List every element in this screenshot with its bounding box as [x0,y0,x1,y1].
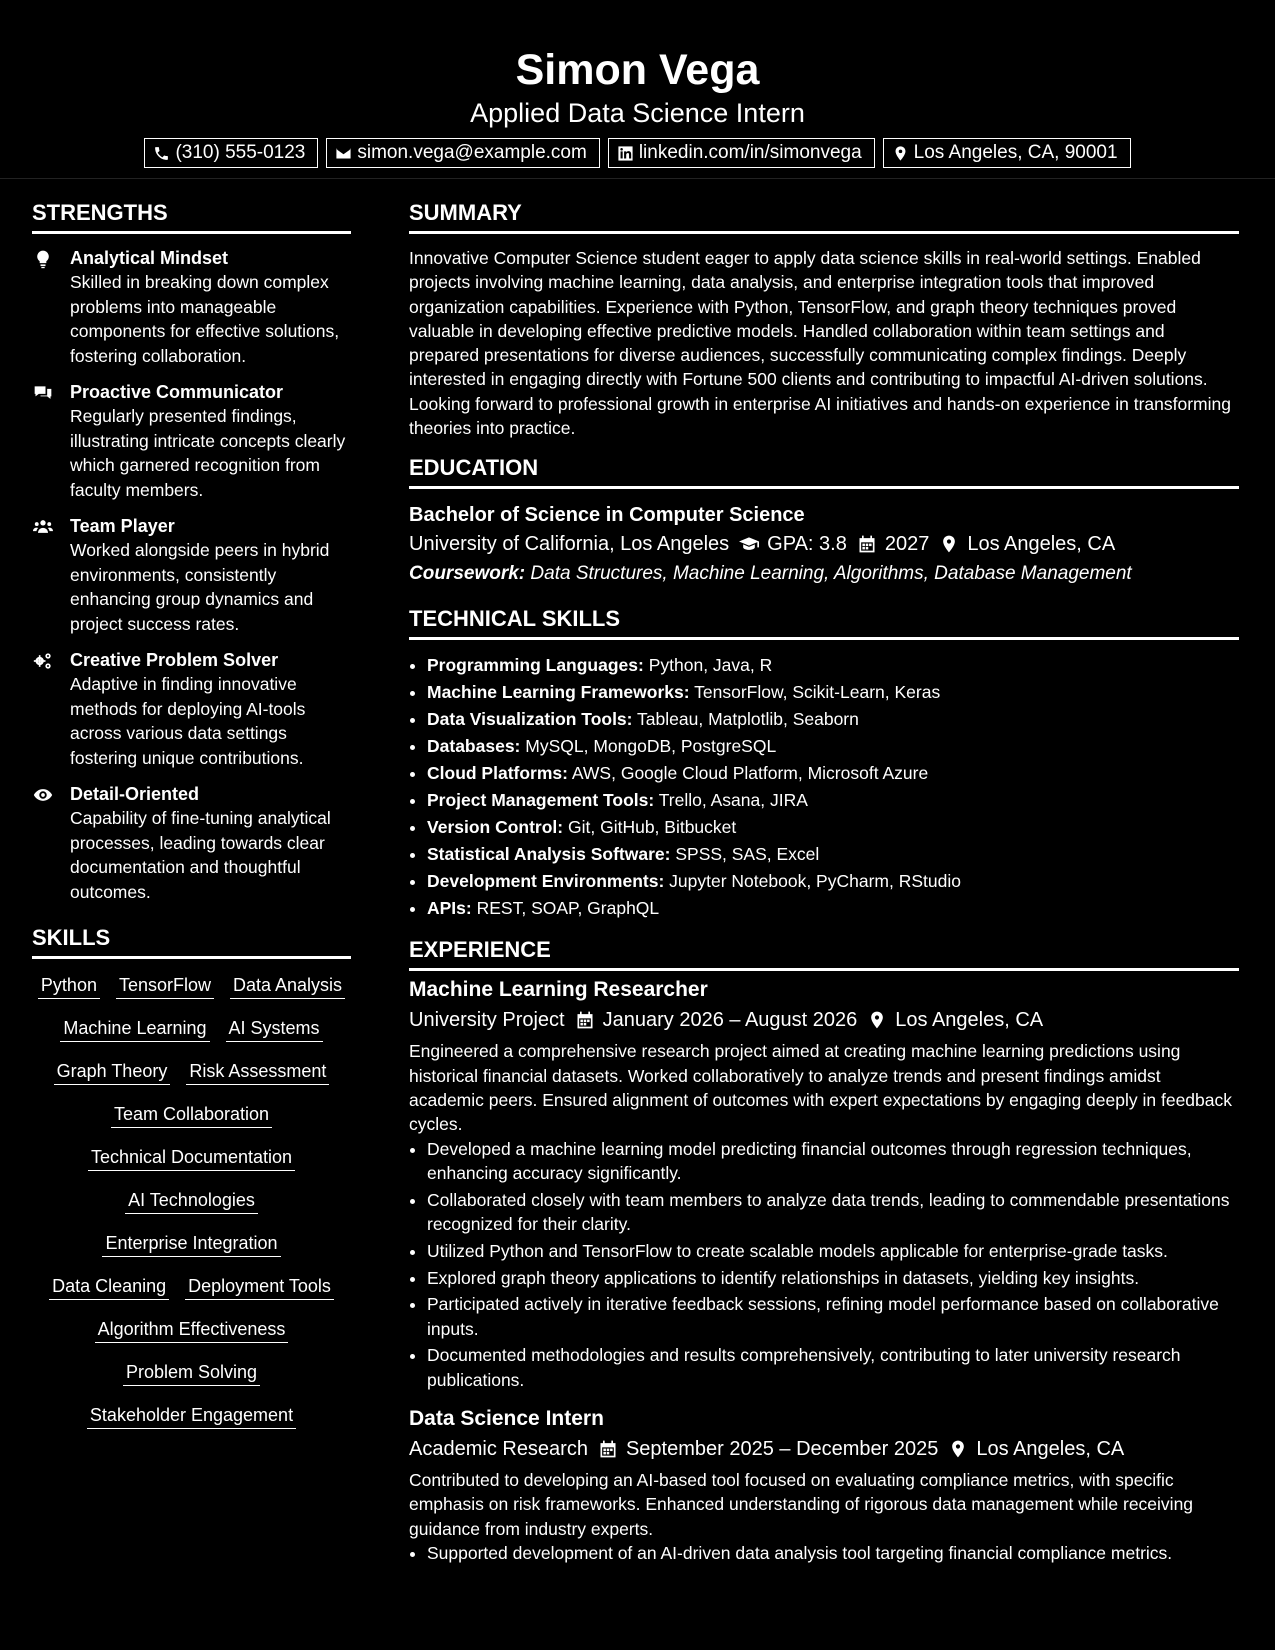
technical-skill-item [427,841,1239,868]
skill-values: Git, GitHub, Bitbucket [568,817,737,838]
skills-row [123,1360,260,1386]
contact-phone[interactable] [144,138,318,168]
technical-skills-heading: TECHNICAL SKILLS [409,605,1239,640]
job-meta [409,1434,1239,1464]
skills-row [38,973,345,999]
strength-title: Analytical Mindset [70,248,229,268]
skill-tag: Technical Documentation [88,1145,295,1171]
skill-category: Programming Languages: [427,655,644,676]
job-entry [409,975,1239,1392]
skills-row [54,1059,330,1085]
comments-icon [32,383,54,403]
skill-tag: Problem Solving [123,1360,260,1386]
technical-skill-item [427,706,1239,733]
skills-row [60,1016,322,1042]
strength-item [32,514,351,636]
job-location: Los Angeles, CA [895,1009,1044,1032]
skill-values: AWS, Google Cloud Platform, Microsoft Azure [571,763,929,784]
skill-category: Databases: [427,736,521,757]
skill-category: Data Visualization Tools: [427,709,633,730]
skill-category: Cloud Platforms: [427,763,568,784]
linkedin-icon [617,145,634,162]
technical-skill-item [427,814,1239,841]
summary-heading: SUMMARY [409,199,1239,234]
technical-skill-item [427,679,1239,706]
job-title-text: Data Science Intern [409,1407,604,1431]
skill-tag: Team Collaboration [111,1102,272,1128]
contact-bar [0,138,1275,168]
skills-heading: SKILLS [32,924,351,959]
graduation-year: 2027 [884,533,930,556]
skill-tag: Risk Assessment [186,1059,329,1085]
strength-desc: Adaptive in finding innovative methods for deploying AI-tools across various data settings fostering unique contributions. [70,674,306,768]
coursework-list: Data Structures, Machine Learning, Algorithms, Database Management [530,563,1132,585]
summary-text: Innovative Computer Science student eager to apply data science skills in real-world settings. Enabled projects involving machine learning, data analysis, and enterprise integration tools that improved organization capabilities. Experience with Python, TensorFlow, and graph theory techniques proved valuable in developing effective predictive models. Handled collaboration within team settings and prepared presentations for diverse audiences, successfully communicating complex findings. Deeply interested in engaging directly with Fortune 500 clients and contributing to impactful AI-driven solutions. Looking forward to professional growth in enterprise AI initiatives and hands-on experience in transforming theories into practice. [409,248,1231,439]
strength-title: Creative Problem Solver [70,650,279,670]
coursework [409,559,1239,589]
envelope-icon [335,145,352,162]
phone-icon [153,145,170,162]
strength-title: Detail-Oriented [70,784,200,804]
job-dates: January 2026 – August 2026 [602,1009,858,1032]
strength-desc: Worked alongside peers in hybrid environments, consistently enhancing group dynamics and project success rates. [70,540,330,634]
skill-tag: Stakeholder Engagement [87,1403,296,1429]
gpa: GPA: 3.8 [767,533,847,556]
education-heading: EDUCATION [409,454,1239,489]
skill-tag: AI Systems [226,1016,323,1042]
technical-skill-item [427,868,1239,895]
users-icon [32,517,54,537]
technical-skill-item [427,760,1239,787]
candidate-name: Simon Vega [515,46,760,94]
skills-row [88,1145,295,1171]
school-name: University of California, Los Angeles [409,533,730,556]
skill-tag: AI Technologies [125,1188,258,1214]
experience-heading: EXPERIENCE [409,936,1239,971]
skills-row [111,1102,272,1128]
job-bullets [409,1137,1239,1392]
skills-row [87,1403,296,1429]
skill-category: Project Management Tools: [427,790,655,811]
skill-tag: Data Cleaning [49,1274,169,1300]
email-text: simon.vega@example.com [357,142,587,163]
calendar-icon [598,1439,618,1459]
skill-tag: TensorFlow [116,973,214,999]
job-description: Engineered a comprehensive research project aimed at creating machine learning predictions using historical financial datasets. Worked collaboratively to analyze trends and present findings amidst academic peers. Ensured alignment of outcomes with expert expectations by engaging deeply in feedback cycles. [409,1041,1232,1135]
skill-category: Statistical Analysis Software: [427,844,671,865]
strength-item [32,782,351,904]
skill-category: Machine Learning Frameworks: [427,682,690,703]
map-pin-icon [948,1439,968,1459]
job-bullet: • Explored graph theory applications to identify relationships in datasets, yielding key insights. [427,1266,1239,1290]
job-bullets [409,1541,1239,1565]
job-bullet: • Documented methodologies and results comprehensively, contributing to later university research publications. [427,1343,1239,1392]
strength-desc: Skilled in breaking down complex problems into manageable components for effective solutions, fostering collaboration. [70,272,340,366]
map-pin-icon [867,1010,887,1030]
skill-tag: Data Analysis [230,973,345,999]
left-column [32,179,351,1577]
location-text: Los Angeles, CA, 90001 [913,142,1118,163]
candidate-title: Applied Data Science Intern [470,98,805,128]
job-bullet: • Utilized Python and TensorFlow to create scalable models applicable for enterprise-grade tasks. [427,1239,1239,1263]
contact-linkedin[interactable] [608,138,875,168]
education-location: Los Angeles, CA [967,533,1116,556]
contact-email[interactable] [326,138,599,168]
skill-category: Version Control: [427,817,564,838]
technical-skill-item [427,733,1239,760]
education-meta [409,529,1239,559]
skill-values: MySQL, MongoDB, PostgreSQL [525,736,777,757]
skill-tag: Python [38,973,100,999]
skills-row [102,1231,280,1257]
job-bullet: • Participated actively in iterative feedback sessions, refining model performance based on collaborative inputs. [427,1292,1239,1341]
skill-values: SPSS, SAS, Excel [675,844,820,865]
right-column [409,179,1239,1577]
job-location: Los Angeles, CA [976,1438,1125,1461]
job-dates: September 2025 – December 2025 [625,1438,939,1461]
strength-desc: Regularly presented findings, illustrating intricate concepts clearly which garnered recognition from faculty members. [70,406,346,500]
skill-tag: Algorithm Effectiveness [95,1317,289,1343]
job-meta [409,1005,1239,1035]
phone-text: (310) 555-0123 [175,142,306,163]
job-title-text: Machine Learning Researcher [409,978,708,1002]
skills-row [49,1274,334,1300]
map-pin-icon [892,145,909,162]
job-title [409,1404,1239,1434]
skill-values: REST, SOAP, GraphQL [476,898,660,919]
job-bullet: • Supported development of an AI-driven data analysis tool targeting financial compliance metrics. [427,1541,1239,1565]
resume-header [0,0,1275,179]
skill-category: Development Environments: [427,871,665,892]
strength-item [32,380,351,502]
strength-item [32,246,351,368]
technical-skill-item [427,895,1239,922]
skill-tag: Enterprise Integration [102,1231,280,1257]
experience-list [409,975,1239,1565]
skills-row [125,1188,258,1214]
job-bullet: • Collaborated closely with team members to analyze data trends, leading to commendable presentations recognized for their clarity. [427,1188,1239,1237]
job-description: Contributed to developing an AI-based tool focused on evaluating compliance metrics, with specific emphasis on risk frameworks. Enhanced understanding of rigorous data management while receiving guidance from industry experts. [409,1470,1194,1539]
job-title [409,975,1239,1005]
skill-values: Python, Java, R [648,655,773,676]
skill-tag: Machine Learning [60,1016,209,1042]
strength-title: Proactive Communicator [70,382,284,402]
linkedin-text: linkedin.com/in/simonvega [638,142,862,163]
map-pin-icon [939,534,959,554]
eye-icon [32,785,54,805]
calendar-icon [857,534,877,554]
contact-location [883,138,1131,168]
strength-item [32,648,351,770]
strength-desc: Capability of fine-tuning analytical processes, leading towards clear documentation and thoughtful outcomes. [70,808,331,902]
gears-icon [32,651,54,671]
skill-tag: Graph Theory [54,1059,171,1085]
lightbulb-icon [32,249,54,269]
skill-values: Jupyter Notebook, PyCharm, RStudio [669,871,961,892]
strength-title: Team Player [70,516,175,536]
technical-skill-item [427,652,1239,679]
job-org: Academic Research [409,1438,588,1461]
skill-tag: Deployment Tools [185,1274,334,1300]
skills-list [32,971,351,1429]
job-bullet: • Developed a machine learning model predicting financial outcomes through regression techniques, enhancing accuracy significantly. [427,1137,1239,1186]
job-entry [409,1404,1239,1565]
technical-skill-item [427,787,1239,814]
calendar-icon [575,1010,595,1030]
degree-title: Bachelor of Science in Computer Science [409,504,805,527]
skill-values: Tableau, Matplotlib, Seaborn [637,709,859,730]
job-org: University Project [409,1009,565,1032]
skill-values: Trello, Asana, JIRA [658,790,808,811]
skill-category: APIs: [427,898,472,919]
strengths-heading: STRENGTHS [32,199,351,234]
skill-values: TensorFlow, Scikit-Learn, Keras [694,682,941,703]
graduation-cap-icon [739,534,759,554]
technical-skills-list [409,652,1239,922]
skills-row [95,1317,289,1343]
coursework-label: Coursework: [409,563,526,585]
